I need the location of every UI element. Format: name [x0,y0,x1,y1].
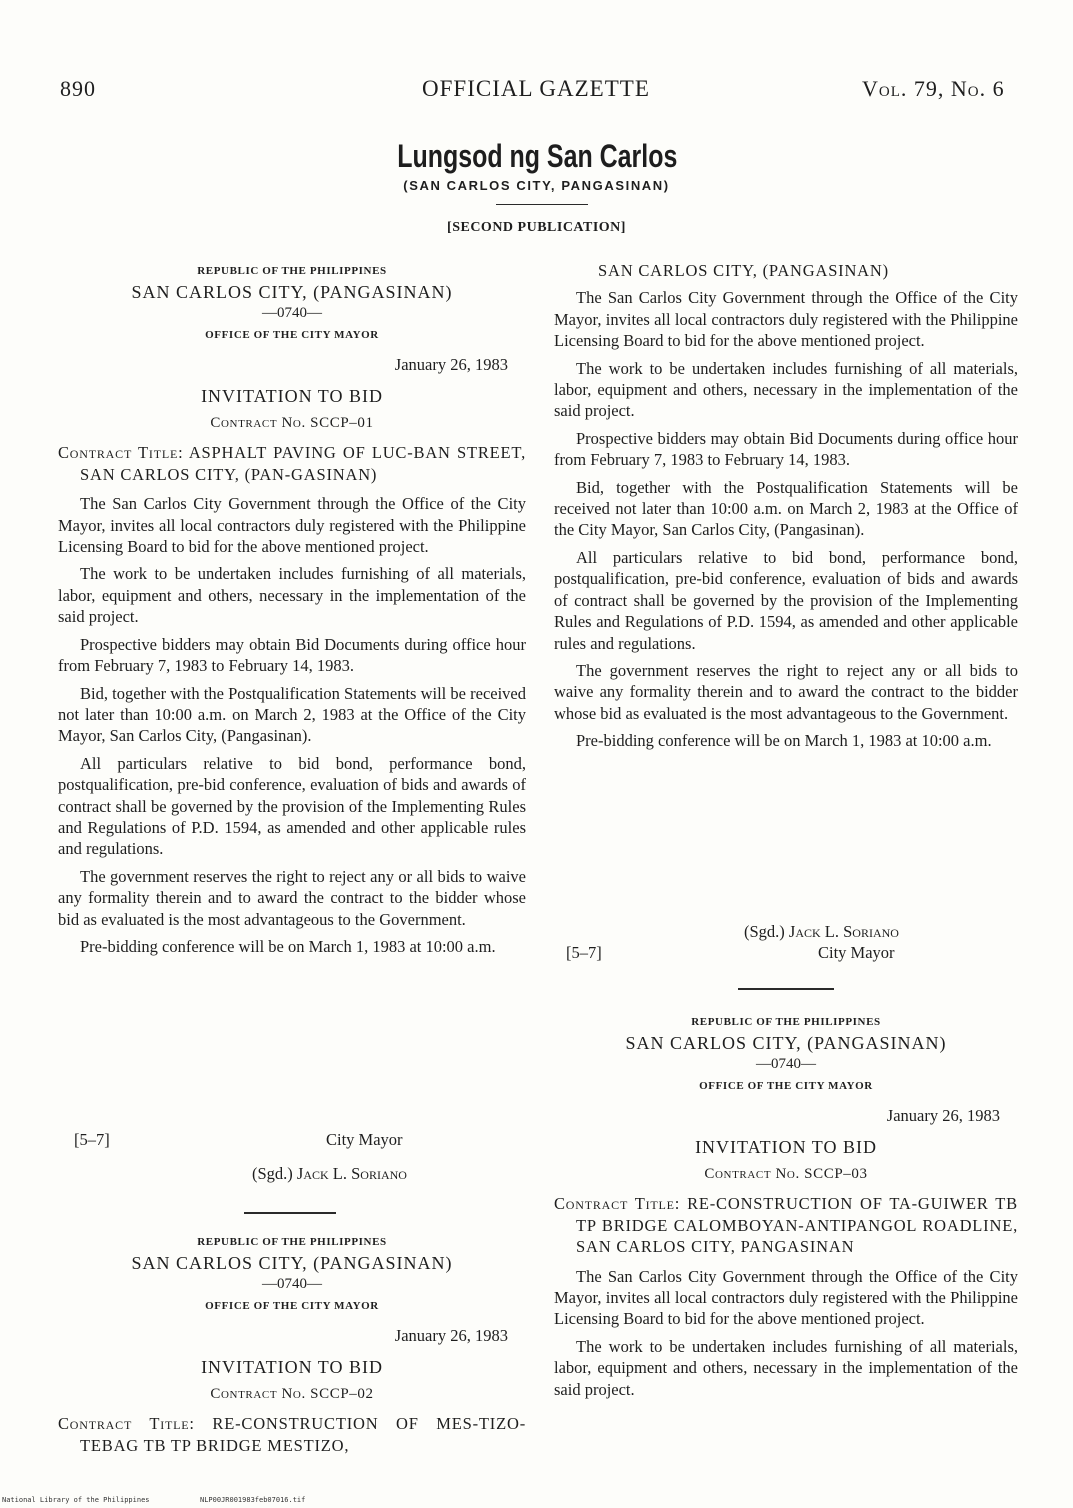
contract-number: Contract No. SCCP–03 [704,1166,868,1183]
notice-heading: INVITATION TO BID [201,385,383,406]
scan-source-label: National Library of the Philippines [2,1496,150,1504]
scan-file-label: NLP00JR001983feb07016.tif [200,1496,306,1504]
contract-title-label: Contract Title: [554,1194,681,1214]
notice-divider [244,1212,336,1214]
paragraph: All particulars relative to bid bond, performance bond, postqualification, pre-bid conference, evaluation of bids and awards of contract shall be governed by the provision of the Implementing Rules and Regulations of P.D. 1594, as amended and other applicable rules and regulations. [58,753,526,859]
signature-line [252,1164,407,1184]
contract-number: Contract No. SCCP–02 [210,1386,374,1403]
contract-number: Contract No. SCCP–01 [210,415,374,432]
signature-line [744,922,899,942]
signer-title: City Mayor [818,943,895,962]
gazette-title: OFFICIAL GAZETTE [422,76,650,101]
paragraph: Bid, together with the Postqualification Statements will be received not later than 10:00 a.m. on March 2, 1983 at the Office of the City Mayor, San Carlos City, (Pangasinan). [554,477,1018,540]
masthead-title: Lungsod ng San Carlos [397,138,678,174]
paragraph: All particulars relative to bid bond, performance bond, postqualification, pre-bid conference, evaluation of bids and awards of contract shall be governed by the provision of the Implementing Rules and Regulations of P.D. 1594, as amended and other applicable rules and regulations. [554,547,1018,653]
notice-heading: INVITATION TO BID [201,1356,383,1377]
paragraph: The San Carlos City Government through the Office of the City Mayor, invites all local contractors duly registered with the Philippine Licensing Board to bid for the above mentioned project. [58,494,526,557]
masthead-subtitle: (SAN CARLOS CITY, PANGASINAN) [403,178,670,193]
left-column [58,257,526,957]
contract-title-text: ASPHALT PAVING OF LUC-BAN STREET, SAN CARLOS CITY, (PAN-GASINAN) [80,443,526,484]
office-code: —0740— [756,1056,816,1073]
paragraph: The work to be undertaken includes furnishing of all materials, labor, equipment and others, necessary in the implementation of the said project. [554,358,1018,421]
contract-title-text: RE-CONSTRUCTION OF TA-GUIWER TB TP BRIDGE CALOMBOYAN-ANTIPANGOL ROADLINE, SAN CARLOS CITY, PANGASINAN [576,1194,1018,1257]
republic-line: REPUBLIC OF THE PHILIPPINES [197,1236,387,1248]
city-line: SAN CARLOS CITY, (PANGASINAN) [131,1253,453,1274]
volume-label: Vol. 79, No. 6 [862,76,1005,101]
signer-title: City Mayor [326,1130,403,1149]
office-line: OFFICE OF THE CITY MAYOR [205,1299,379,1312]
contract-title-label: Contract Title: [58,1414,195,1434]
right-column-notice-3 [554,1008,1018,1406]
office-line: OFFICE OF THE CITY MAYOR [205,328,379,341]
page-number: 890 [60,76,96,101]
contract-title-text: RE-CONSTRUCTION OF MES-TIZO-TEBAG TB TP BRIDGE MESTIZO, [80,1414,526,1455]
republic-line: REPUBLIC OF THE PHILIPPINES [691,1016,881,1028]
contract-title-label: Contract Title: [58,443,184,463]
signer-name: Jack L. Soriano [296,1164,407,1183]
notice-heading: INVITATION TO BID [695,1136,877,1157]
sgd-label: (Sgd.) [744,922,785,941]
right-column [554,260,1018,758]
paragraph: Prospective bidders may obtain Bid Documents during office hour from February 7, 1983 to February 14, 1983. [554,428,1018,470]
masthead-rule [496,204,588,205]
contract-title [58,1413,526,1456]
republic-line: REPUBLIC OF THE PHILIPPINES [197,265,387,277]
notice-date: January 26, 1983 [394,1326,508,1346]
publication-ref: [5–7] [74,1130,110,1149]
paragraph: Prospective bidders may obtain Bid Documents during office hour from February 7, 1983 to February 14, 1983. [58,634,526,676]
paragraph: Bid, together with the Postqualification Statements will be received not later than 10:00 a.m. on March 2, 1983 at the Office of the City Mayor, San Carlos City, (Pangasinan). [58,683,526,746]
paragraph: The work to be undertaken includes furnishing of all materials, labor, equipment and others, necessary in the implementation of the said project. [554,1336,1018,1399]
contract-title [554,1193,1018,1257]
paragraph: The San Carlos City Government through the Office of the City Mayor, invites all local contractors duly registered with the Philippine Licensing Board to bid for the above mentioned project. [554,288,1018,351]
left-column-notice-2 [58,1228,526,1464]
office-line: OFFICE OF THE CITY MAYOR [699,1079,873,1092]
publication-ref: [5–7] [566,943,602,962]
paragraph: Pre-bidding conference will be on March 1, 1983 at 10:00 a.m. [80,936,496,956]
signer-name: Jack L. Soriano [788,922,899,941]
sgd-label: (Sgd.) [252,1164,293,1183]
office-code: —0740— [262,305,322,322]
notice-date: January 26, 1983 [394,355,508,375]
contract-title-continued: SAN CARLOS CITY, (PANGASINAN) [598,261,889,280]
paragraph: The work to be undertaken includes furnishing of all materials, labor, equipment and others, necessary in the implementation of the said project. [58,564,526,627]
city-line: SAN CARLOS CITY, (PANGASINAN) [625,1033,947,1054]
publication-label: [SECOND PUBLICATION] [447,220,626,235]
city-line: SAN CARLOS CITY, (PANGASINAN) [131,282,453,303]
office-code: —0740— [262,1276,322,1293]
contract-title [58,442,526,485]
notice-divider [738,988,834,990]
notice-date: January 26, 1983 [886,1106,1000,1126]
paragraph: The government reserves the right to reject any or all bids to waive any formality therein and to award the contract to the bidder whose bid as evaluated is the most advantageous to the Government. [58,866,526,929]
paragraph: Pre-bidding conference will be on March 1, 1983 at 10:00 a.m. [576,731,992,751]
paragraph: The San Carlos City Government through the Office of the City Mayor, invites all local contractors duly registered with the Philippine Licensing Board to bid for the above mentioned project. [554,1266,1018,1329]
paragraph: The government reserves the right to reject any or all bids to waive any formality therein and to award the contract to the bidder whose bid as evaluated is the most advantageous to the Government. [554,660,1018,723]
